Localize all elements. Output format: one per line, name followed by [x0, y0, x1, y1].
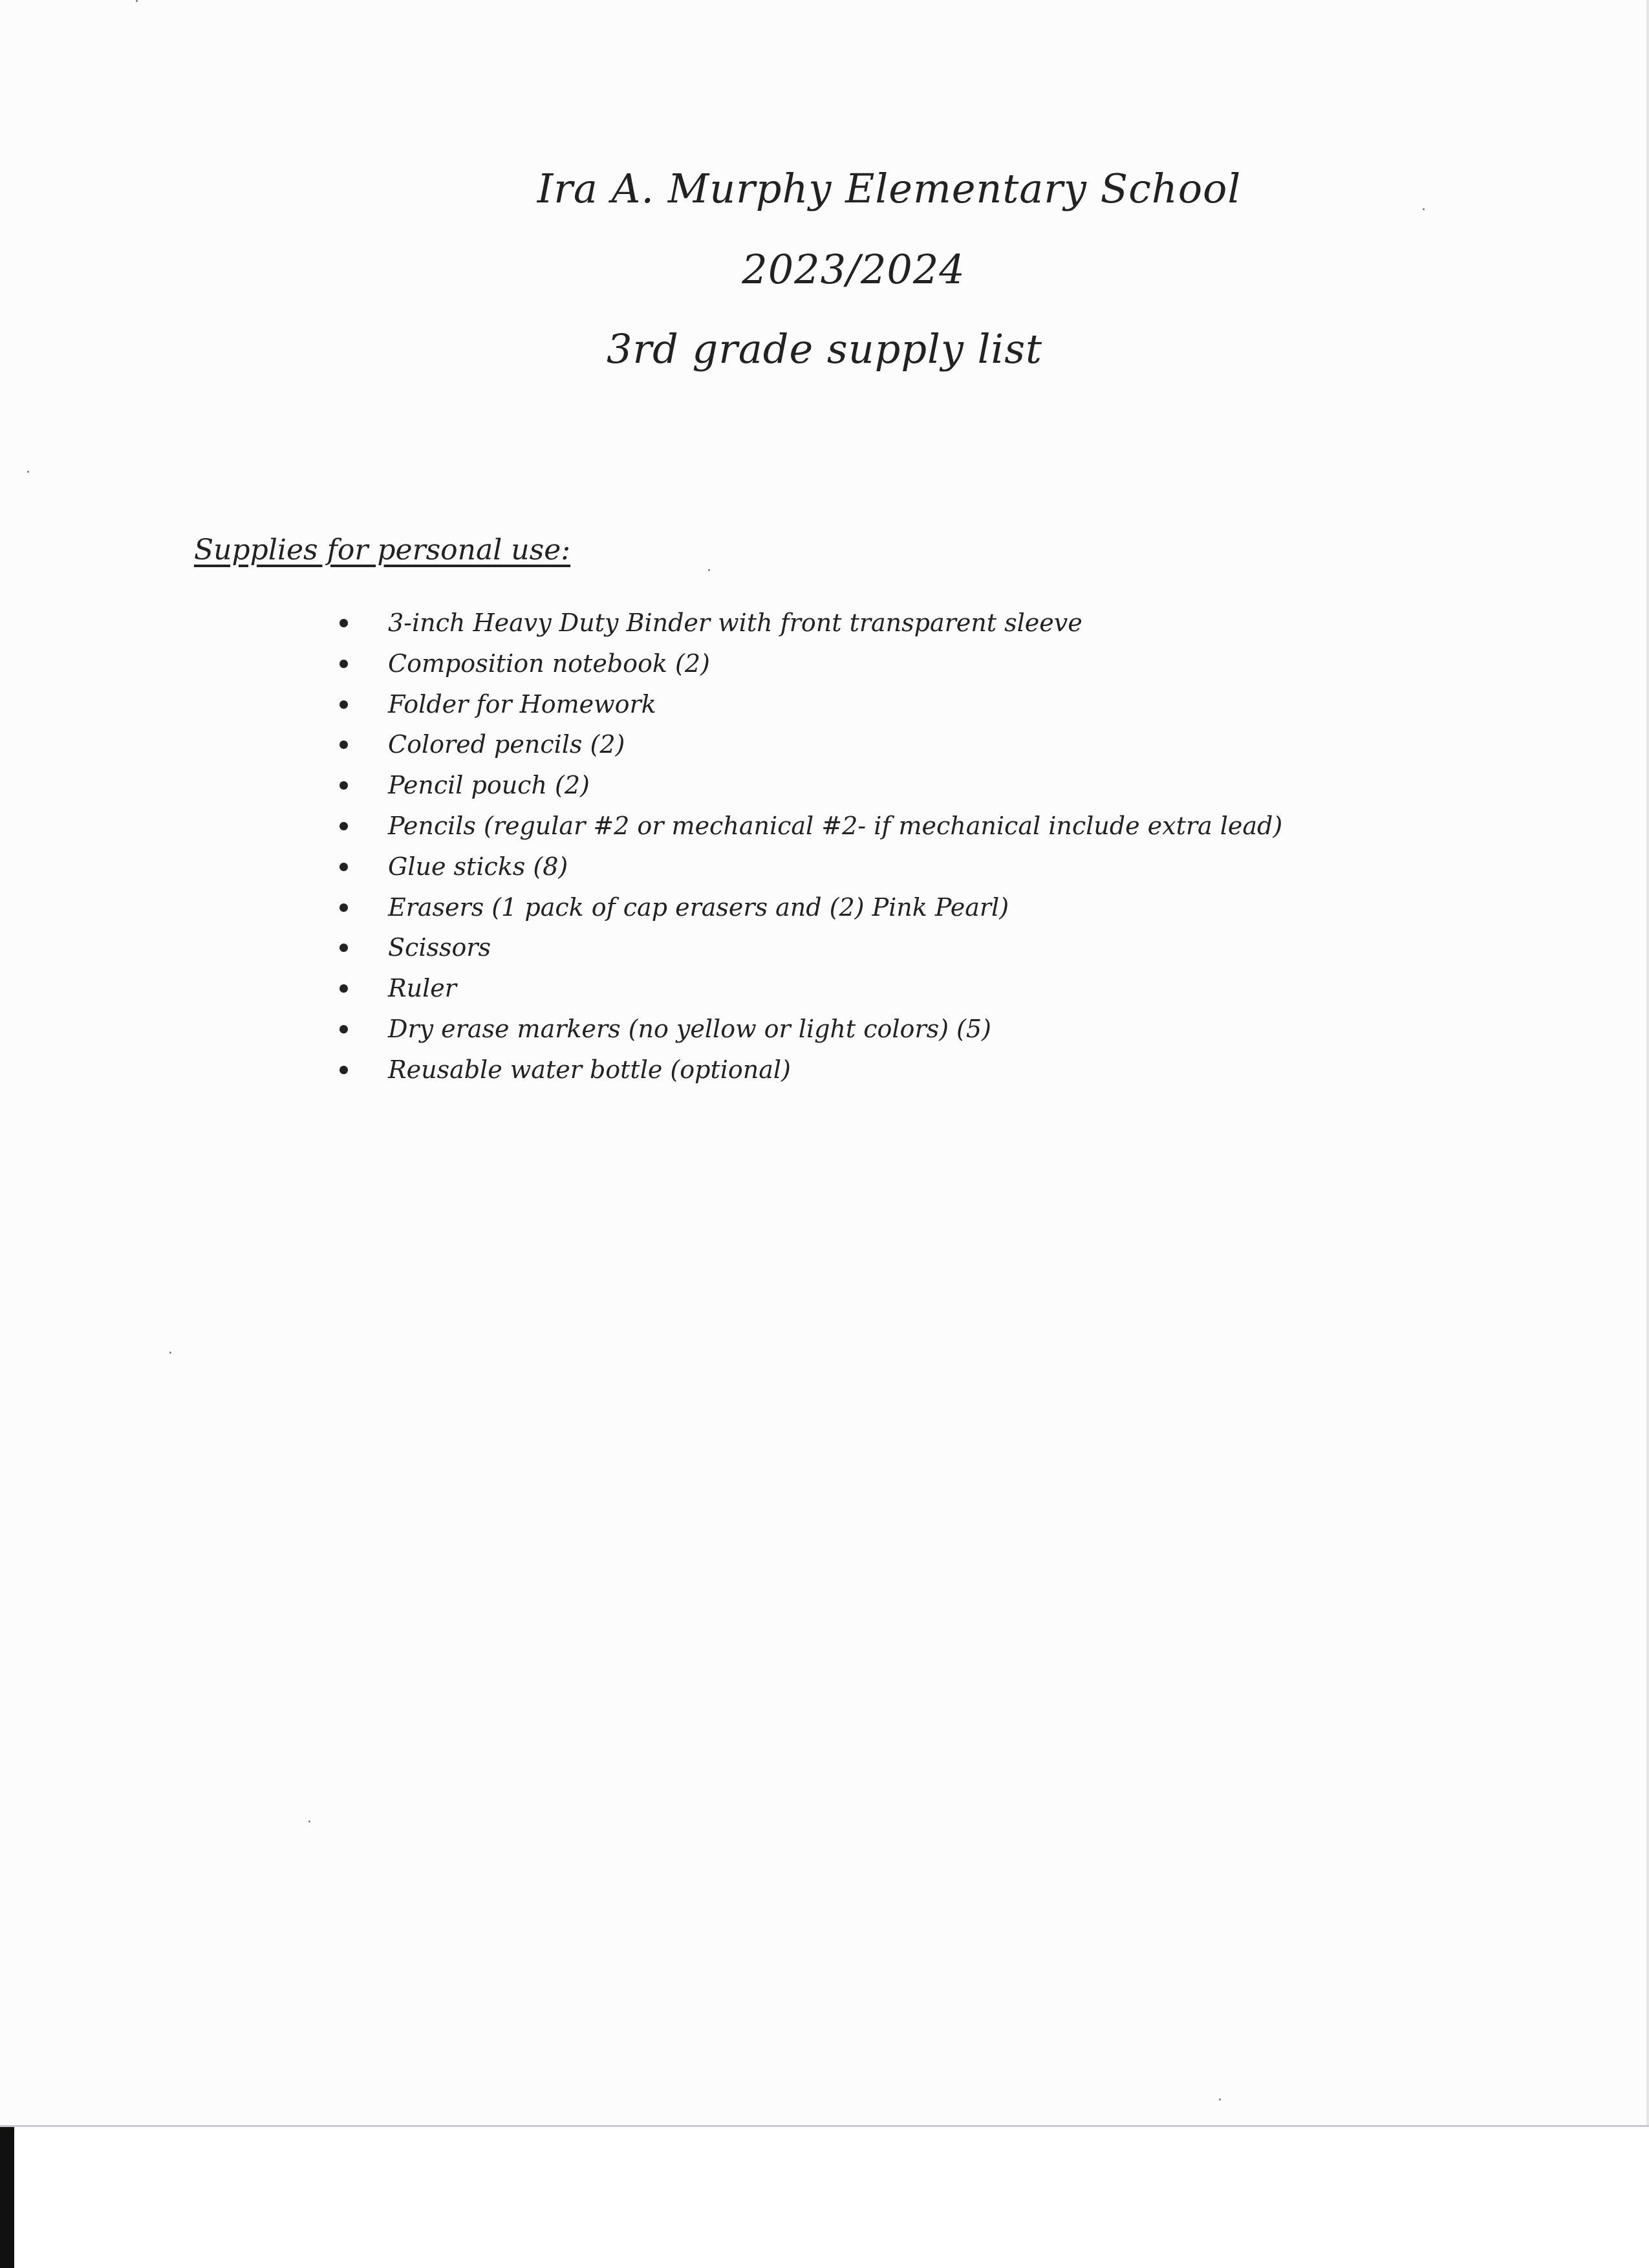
- list-item: [336, 603, 1282, 643]
- list-item: [336, 968, 1282, 1009]
- list-item: [336, 684, 1282, 725]
- list-item: [336, 1050, 1282, 1090]
- item-text: Glue sticks (8): [388, 852, 568, 881]
- list-item: [336, 847, 1282, 887]
- scanner-background: [0, 2127, 1649, 2268]
- scan-speck: [708, 569, 710, 571]
- item-text: Colored pencils (2): [388, 730, 625, 759]
- list-item: [336, 643, 1282, 684]
- item-text: Dry erase markers (no yellow or light colors) (5): [388, 1014, 991, 1043]
- section-heading: Supplies for personal use:: [194, 534, 571, 567]
- scan-speck: [1423, 208, 1425, 210]
- bullet-icon: [339, 863, 348, 871]
- bullet-icon: [339, 700, 348, 709]
- item-text: Composition notebook (2): [388, 649, 710, 678]
- page-edge: [1646, 0, 1649, 2125]
- bullet-icon: [339, 1066, 348, 1074]
- list-item: [336, 806, 1282, 847]
- item-text: Erasers (1 pack of cap erasers and (2) Pink Pearl): [388, 892, 1009, 922]
- list-item: [336, 1009, 1282, 1050]
- scanner-edge-shadow: [0, 2127, 14, 2268]
- item-text: Reusable water bottle (optional): [388, 1055, 791, 1084]
- item-text: Scissors: [388, 933, 491, 962]
- list-item: [336, 724, 1282, 765]
- item-text: Pencil pouch (2): [388, 771, 590, 800]
- school-name: Ira A. Murphy Elementary School: [537, 165, 1242, 212]
- scan-speck: [1219, 2099, 1221, 2101]
- scan-speck: [308, 1820, 310, 1822]
- scan-speck: [27, 471, 29, 473]
- bullet-icon: [339, 984, 348, 993]
- item-text: Pencils (regular #2 or mechanical #2- if mechanical include extra lead): [388, 811, 1283, 840]
- bullet-icon: [339, 903, 348, 912]
- list-item: [336, 927, 1282, 968]
- school-year: 2023/2024: [742, 246, 965, 293]
- item-text: 3-inch Heavy Duty Binder with front transparent sleeve: [388, 609, 1083, 637]
- list-title: 3rd grade supply list: [607, 325, 1042, 373]
- bullet-icon: [339, 781, 348, 790]
- item-text: Ruler: [388, 974, 457, 1003]
- scan-speck: [136, 0, 138, 2]
- bullet-icon: [339, 1025, 348, 1033]
- bullet-icon: [339, 660, 348, 668]
- bullet-icon: [339, 740, 348, 749]
- bullet-icon: [339, 619, 348, 627]
- bullet-icon: [339, 822, 348, 830]
- list-item: [336, 765, 1282, 806]
- list-item: [336, 887, 1282, 928]
- item-text: Folder for Homework: [388, 689, 656, 718]
- bullet-icon: [339, 944, 348, 952]
- supply-list: [336, 603, 1282, 1090]
- scan-speck: [169, 1352, 171, 1354]
